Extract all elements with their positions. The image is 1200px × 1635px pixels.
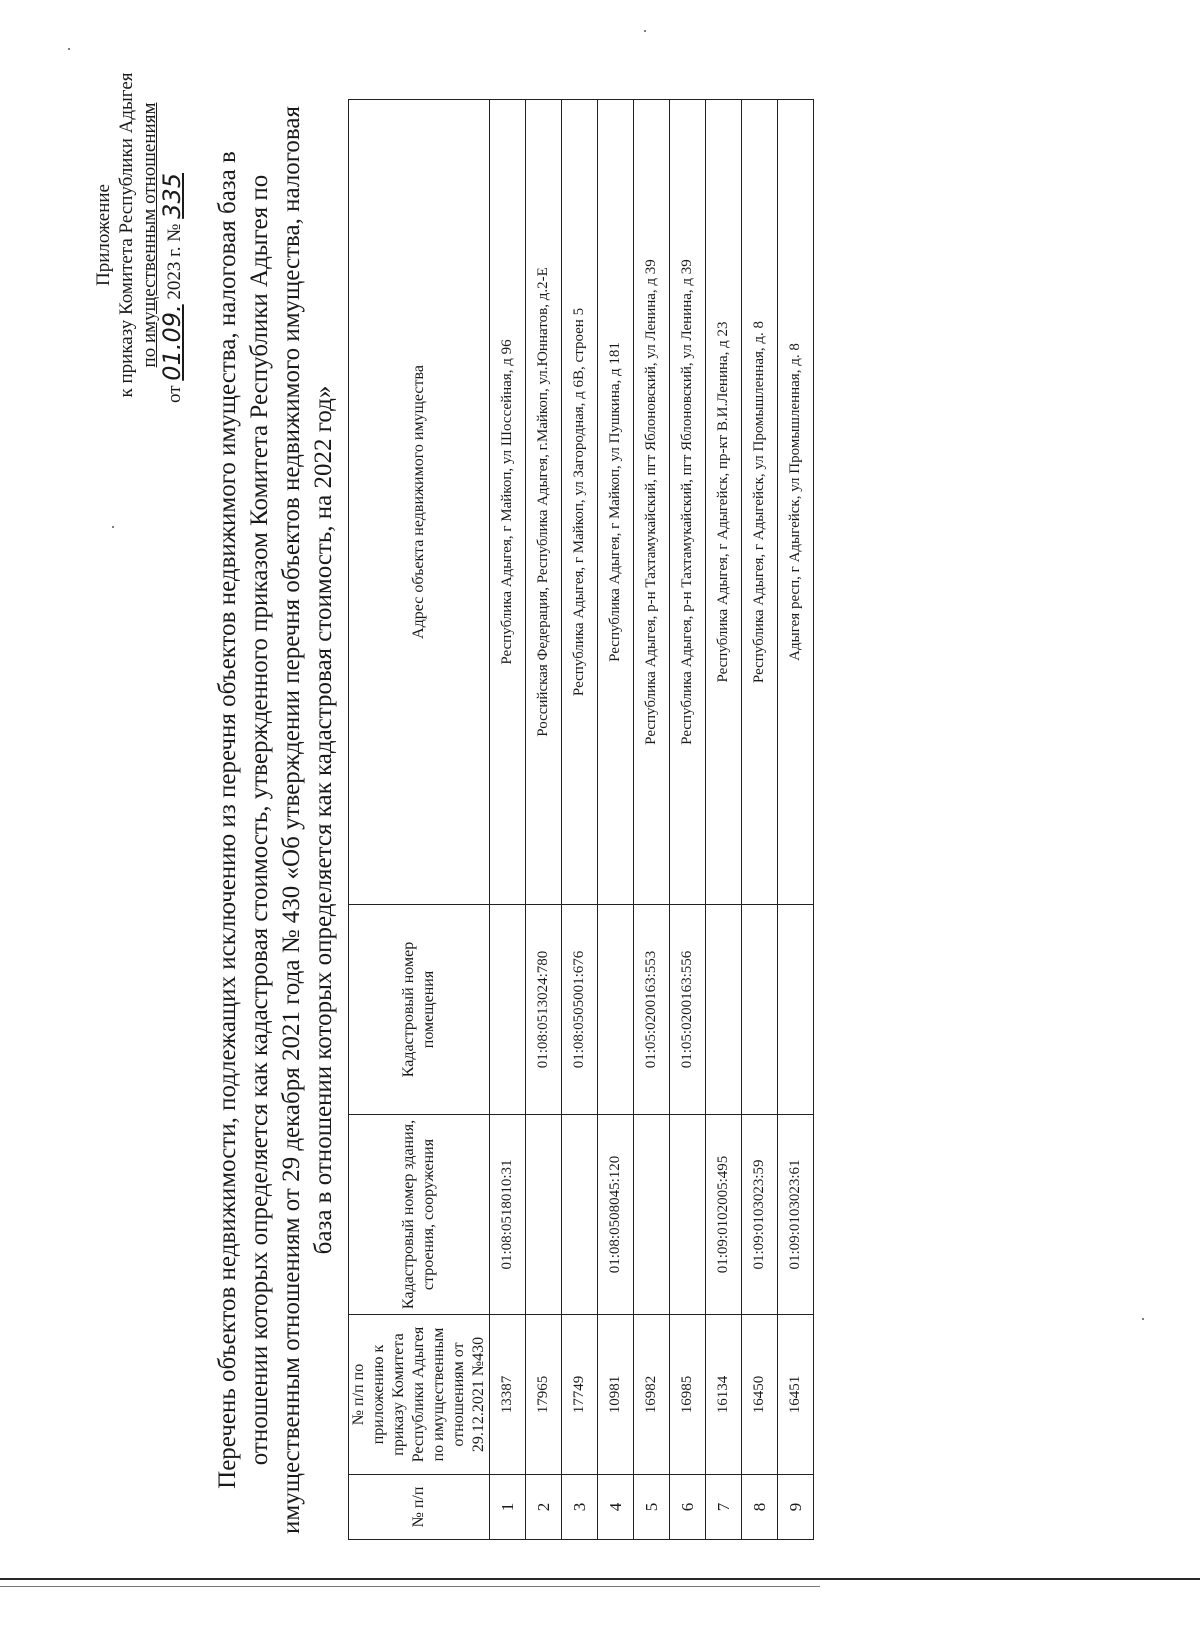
cell-appendix-number: 17965 xyxy=(526,1315,562,1475)
header-building-cadastral: Кадастровый номер здания, строения, сооружения xyxy=(349,1115,490,1315)
header-address: Адрес объекта недвижимого имущества xyxy=(349,100,490,905)
cell-building-cadastral xyxy=(562,1115,598,1315)
cell-appendix-number: 16451 xyxy=(778,1315,814,1475)
cell-address: Республика Адыгея, р-н Тахтамукайский, пгт Яблоновский, ул Ленина, д 39 xyxy=(634,100,670,905)
header-row xyxy=(349,100,490,1540)
cell-premises-cadastral: 01:05:0200163:556 xyxy=(670,905,706,1115)
cell-address: Республика Адыгея, г Адыгейск, ул Промышленная, д. 8 xyxy=(742,100,778,905)
cell-premises-cadastral xyxy=(778,905,814,1115)
cell-building-cadastral xyxy=(634,1115,670,1315)
cell-index: 4 xyxy=(598,1475,634,1540)
table-row xyxy=(706,100,742,1540)
table-row xyxy=(634,100,670,1540)
cell-index: 2 xyxy=(526,1475,562,1540)
date-year: 2023 г. № xyxy=(164,223,185,300)
table-row xyxy=(526,100,562,1540)
property-table xyxy=(348,99,814,1540)
header-appendix-number: № п/п по приложению к приказу Комитета Республики Адыгея по имущественным отношениям от 29.12.2021 №430 xyxy=(349,1315,490,1475)
cell-index: 9 xyxy=(778,1475,814,1540)
appendix-line-1: к приказу Комитета Республики Адыгея xyxy=(116,72,137,398)
cell-premises-cadastral: 01:05:0200163:553 xyxy=(634,905,670,1115)
cell-premises-cadastral xyxy=(706,905,742,1115)
cell-index: 3 xyxy=(562,1475,598,1540)
table-row xyxy=(598,100,634,1540)
table-row xyxy=(670,100,706,1540)
cell-building-cadastral xyxy=(670,1115,706,1315)
cell-building-cadastral: 01:08:0518010:31 xyxy=(490,1115,526,1315)
cell-premises-cadastral xyxy=(598,905,634,1115)
appendix-title: Приложение xyxy=(93,184,114,286)
cell-premises-cadastral xyxy=(490,905,526,1115)
cell-index: 6 xyxy=(670,1475,706,1540)
cell-address: Республика Адыгея, г Адыгейск, пр-кт В.И.Ленина, д 23 xyxy=(706,100,742,905)
cell-building-cadastral: 01:08:0508045:120 xyxy=(598,1115,634,1315)
appendix-date-line xyxy=(158,45,186,425)
appendix-line-2: по имущественным отношениям xyxy=(139,102,160,368)
cell-index: 5 xyxy=(634,1475,670,1540)
cell-premises-cadastral: 01:08:0505001:676 xyxy=(562,905,598,1115)
appendix-block xyxy=(92,45,186,425)
table-row xyxy=(490,100,526,1540)
cell-address: Республика Адыгея, р-н Тахтамукайский, пгт Яблоновский, ул Ленина, д 39 xyxy=(670,100,706,905)
header-premises-cadastral: Кадастровый номер помещения xyxy=(349,905,490,1115)
cell-appendix-number: 10981 xyxy=(598,1315,634,1475)
table-body xyxy=(490,100,814,1540)
cell-premises-cadastral xyxy=(742,905,778,1115)
cell-address: Российская Федерация, Республика Адыгея, г.Майкоп, ул.Юннатов, д.2-Е xyxy=(526,100,562,905)
cell-address: Республика Адыгея, г Майкоп, ул Пушкина, д 181 xyxy=(598,100,634,905)
document-heading: Перечень объектов недвижимости, подлежащих исключению из перечня объектов недвижимого имущества, налоговая база в отношении которых определяется как кадастровая стоимость, утвержденного приказом Комитета Республики Адыгея по имущественным отношениям от 29 декабря 2021 года № 430 «Об утверждении перечня объектов недвижимого имущества, налоговая база в отношении которых определяется как кадастровая стоимость, на 2022 год» xyxy=(214,106,337,1534)
cell-building-cadastral: 01:09:0103023:61 xyxy=(778,1115,814,1315)
cell-building-cadastral: 01:09:0103023:59 xyxy=(742,1115,778,1315)
date-prefix: от xyxy=(164,385,185,403)
cell-appendix-number: 17749 xyxy=(562,1315,598,1475)
cell-appendix-number: 16985 xyxy=(670,1315,706,1475)
cell-appendix-number: 13387 xyxy=(490,1315,526,1475)
cell-address: Адыгея респ, г Адыгейск, ул Промышленная, д. 8 xyxy=(778,100,814,905)
cell-address: Республика Адыгея, г Майкоп, ул Шоссейная, д 96 xyxy=(490,100,526,905)
cell-building-cadastral xyxy=(526,1115,562,1315)
header-index: № п/п xyxy=(349,1475,490,1540)
table-row xyxy=(778,100,814,1540)
cell-index: 1 xyxy=(490,1475,526,1540)
cell-appendix-number: 16982 xyxy=(634,1315,670,1475)
handwritten-date: 01.09. xyxy=(158,304,186,381)
table-row xyxy=(742,100,778,1540)
cell-index: 7 xyxy=(706,1475,742,1540)
cell-building-cadastral: 01:09:0102005:495 xyxy=(706,1115,742,1315)
cell-index: 8 xyxy=(742,1475,778,1540)
handwritten-order-number: 335 xyxy=(158,173,186,219)
table-row xyxy=(562,100,598,1540)
cell-appendix-number: 16450 xyxy=(742,1315,778,1475)
cell-address: Республика Адыгея, г Майкоп, ул Загородная, д 6В, строен 5 xyxy=(562,100,598,905)
cell-appendix-number: 16134 xyxy=(706,1315,742,1475)
cell-premises-cadastral: 01:08:0513024:780 xyxy=(526,905,562,1115)
table-header xyxy=(349,100,490,1540)
